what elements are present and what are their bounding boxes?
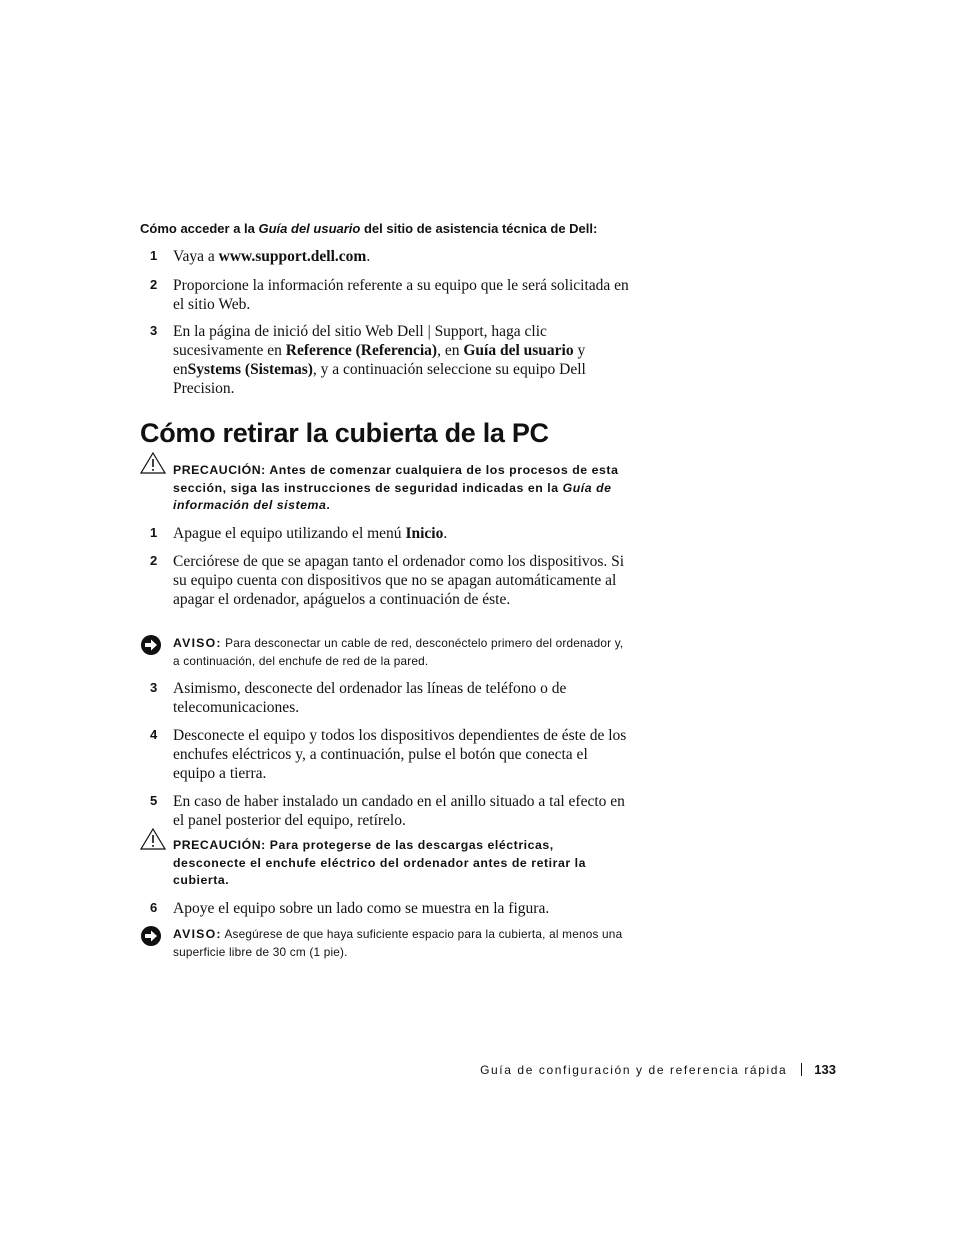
caution-text: Antes de comenzar cualquiera de los procesos de esta sección, siga las instrucciones de seguridad indicadas en la [173, 463, 619, 495]
start-menu-term: Inicio [405, 525, 444, 542]
list-item [150, 899, 630, 918]
step-text: En la página de inició del sitio Web Dell | Support, haga clic sucesivamente en [173, 323, 547, 359]
intro-heading-text: Cómo acceder a la [140, 221, 259, 236]
footer-guide-title: Guía de configuración y de referencia rápida [480, 1063, 788, 1077]
support-url: www.support.dell.com [218, 248, 367, 265]
step-number: 1 [150, 248, 158, 263]
step-text: . [366, 248, 371, 265]
caution-note [140, 828, 630, 890]
reference-term: Reference (Referencia) [285, 342, 438, 359]
list-item [150, 792, 630, 830]
footer-divider [801, 1063, 802, 1076]
caution-label: PRECAUCIÓN: [173, 463, 266, 477]
list-item [150, 276, 630, 314]
page-number: 133 [814, 1062, 836, 1077]
user-guide-term: Guía del usuario [463, 342, 574, 359]
notice-label: AVISO: [173, 927, 222, 941]
intro-heading [140, 220, 660, 237]
step-text: Proporcione la información referente a su equipo que le será solicitada en el sitio Web. [173, 277, 629, 313]
list-item [150, 679, 630, 717]
step-text: En caso de haber instalado un candado en el anillo situado a tal efecto en el panel posterior del equipo, retírelo. [173, 793, 625, 829]
list-item [150, 322, 630, 398]
list-item [150, 726, 630, 783]
section-title: Cómo retirar la cubierta de la PC [140, 418, 549, 448]
step-number: 2 [150, 553, 158, 568]
notice-text: Asegúrese de que haya suficiente espacio para la cubierta, al menos una superficie libre de 30 cm (1 pie). [173, 927, 623, 959]
step-text: Desconecte el equipo y todos los dispositivos dependientes de éste de los enchufes eléctricos y, a continuación, pulse el botón que conecta el equipo a tierra. [173, 727, 627, 782]
step-text: Asimismo, desconecte del ordenador las líneas de teléfono o de telecomunicaciones. [173, 680, 567, 716]
list-item [150, 247, 630, 266]
intro-heading-link-title: Guía del usuario [258, 221, 361, 236]
step-number: 6 [150, 900, 158, 915]
step-text: y en [173, 342, 586, 378]
step-number: 3 [150, 680, 158, 695]
step-number: 5 [150, 793, 158, 808]
caution-text-end: . [326, 498, 331, 512]
step-text: Apoye el equipo sobre un lado como se muestra en la figura. [173, 900, 550, 917]
step-text: Apague el equipo utilizando el menú [173, 525, 406, 542]
page-footer [480, 1062, 836, 1077]
step-number: 1 [150, 525, 158, 540]
caution-text: Para protegerse de las descargas eléctricas, desconecte el enchufe eléctrico del ordenador antes de retirar la cubierta. [173, 838, 586, 887]
caution-note [140, 452, 630, 515]
step-text: Cerciórese de que se apagan tanto el ordenador como los dispositivos. Si su equipo cuenta con dispositivos que no se apagan automáticamente al apagar el ordenador, apáguelos a continuación de éste. [173, 553, 625, 608]
step-text: , y a continuación seleccione su equipo Dell Precision. [173, 361, 586, 397]
step-text: . [443, 525, 448, 542]
notice-arrow-icon [140, 925, 162, 952]
step-number: 2 [150, 277, 158, 292]
notice-note [140, 634, 630, 670]
notice-arrow-icon [140, 634, 162, 661]
step-text: , en [437, 342, 464, 359]
warning-triangle-icon [140, 828, 166, 855]
notice-note [140, 925, 630, 961]
notice-text: Para desconectar un cable de red, desconéctelo primero del ordenador y, a continuación, del enchufe de red de la pared. [173, 636, 624, 668]
list-item [150, 524, 630, 543]
step-number: 3 [150, 323, 158, 338]
step-number: 4 [150, 727, 158, 742]
system-info-guide-title: Guía de información del sistema [173, 480, 612, 512]
notice-label: AVISO: [173, 636, 222, 650]
intro-heading-text-end: del sitio de asistencia técnica de Dell: [360, 221, 598, 236]
systems-term: Systems (Sistemas) [187, 361, 313, 378]
step-text: Vaya a [173, 248, 219, 265]
warning-triangle-icon [140, 452, 166, 479]
list-item [150, 552, 630, 609]
caution-label: PRECAUCIÓN: [173, 838, 266, 852]
